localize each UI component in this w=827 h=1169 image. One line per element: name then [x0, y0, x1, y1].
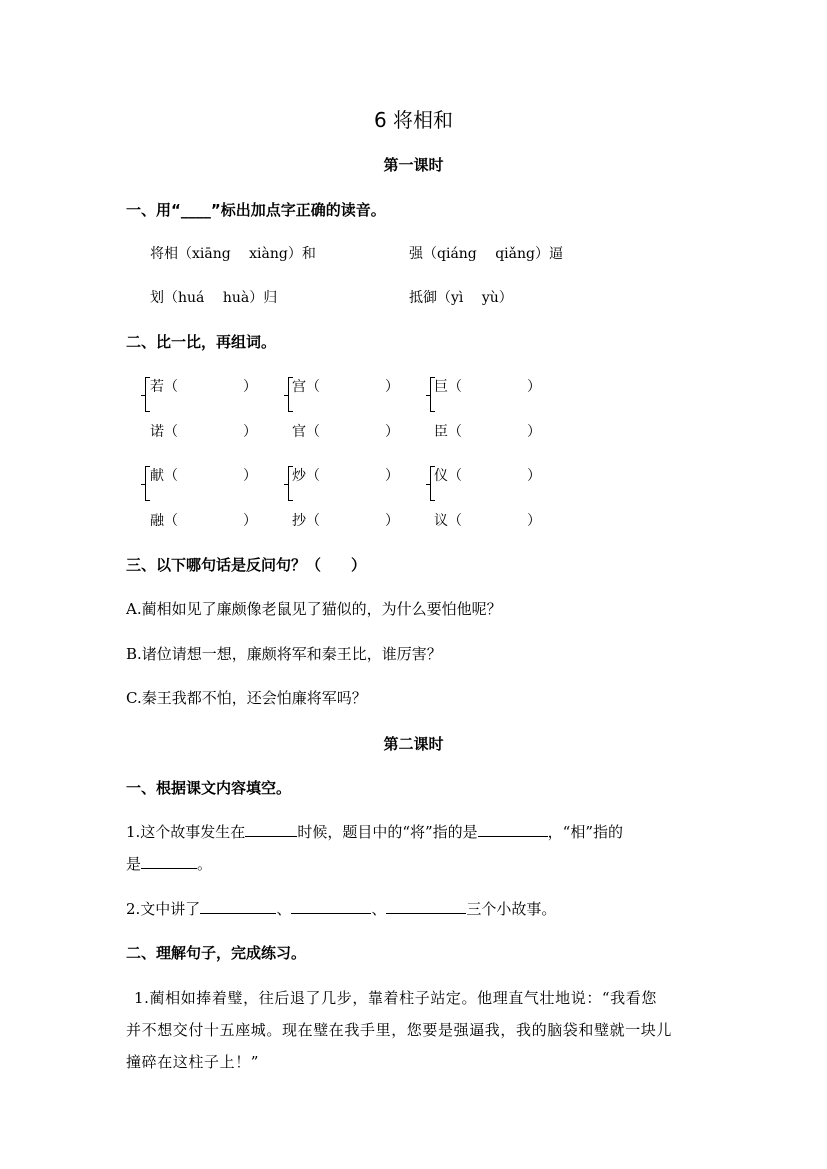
answer-blank[interactable] — [386, 899, 466, 914]
answer-blank[interactable] — [141, 854, 197, 869]
answer-blank[interactable] — [200, 899, 276, 914]
compare-close: ） — [243, 379, 257, 395]
compare-word-top: 炒（ — [292, 468, 320, 484]
answer-blank[interactable] — [291, 899, 371, 914]
text: 是 — [126, 855, 142, 873]
compare-word-bottom: 臣（ — [434, 424, 462, 440]
compare-close: ） — [527, 513, 541, 529]
text: 、 — [371, 900, 387, 918]
page-title: 6 将相和 — [373, 108, 454, 132]
compare-close: ） — [385, 468, 399, 484]
compare-word-bottom: 融（ — [150, 513, 178, 529]
fill-sentence-2 — [126, 898, 556, 919]
lesson1-q1-title: 一、用“____”标出加点字正确的读音。 — [126, 201, 386, 219]
option-b: B.诸位请想一想，廉颇将军和秦王比，谁厉害？ — [126, 645, 442, 663]
compare-close: ） — [243, 468, 257, 484]
fill-sentence-1 — [126, 821, 623, 842]
compare-close: ） — [385, 513, 399, 529]
lesson1-q2-title: 二、比一比，再组词。 — [126, 333, 277, 351]
lesson2-heading: 第二课时 — [383, 735, 444, 753]
compare-close: ） — [527, 424, 541, 440]
answer-blank[interactable] — [245, 822, 297, 837]
text: 三个小故事。 — [466, 900, 557, 918]
passage-line: 撞碎在这柱子上！” — [126, 1053, 260, 1071]
passage-line: 并不想交付十五座城。现在璧在我手里，您要是强逼我，我的脑袋和璧就一块儿 — [126, 1021, 673, 1039]
compare-close: ） — [527, 468, 541, 484]
compare-word-bottom: 议（ — [434, 513, 462, 529]
compare-word-top: 献（ — [150, 468, 178, 484]
compare-word-bottom: 抄（ — [292, 513, 320, 529]
text: 。 — [197, 855, 213, 873]
compare-close: ） — [385, 379, 399, 395]
passage-line: 1.蔺相如捧着璧，往后退了几步，靠着柱子站定。他理直气壮地说：“我看您 — [134, 989, 657, 1007]
compare-word-top: 若（ — [150, 379, 178, 395]
compare-word-bottom: 诺（ — [150, 424, 178, 440]
compare-close: ） — [243, 424, 257, 440]
option-a: A.蔺相如见了廉颇像老鼠见了猫似的，为什么要怕他呢？ — [126, 600, 502, 618]
text: ，“相”指的 — [547, 823, 623, 841]
answer-blank[interactable] — [478, 822, 548, 837]
compare-word-top: 宫（ — [292, 379, 320, 395]
lesson1-q3-title: 三、以下哪句话是反问句？（ ） — [126, 556, 367, 574]
lesson2-q1-title: 一、根据课文内容填空。 — [126, 779, 292, 797]
pinyin-item: 划（huá huà）归 — [150, 290, 278, 306]
fill-sentence-1-cont — [126, 853, 212, 874]
text: 1.这个故事发生在 — [126, 823, 246, 841]
compare-close: ） — [527, 379, 541, 395]
pinyin-item: 强（qiáng qiǎng）逼 — [409, 246, 563, 262]
compare-close: ） — [243, 513, 257, 529]
compare-close: ） — [385, 424, 399, 440]
compare-word-top: 仪（ — [434, 468, 462, 484]
lesson1-heading: 第一课时 — [383, 156, 444, 174]
compare-word-bottom: 官（ — [292, 424, 320, 440]
compare-word-top: 巨（ — [434, 379, 462, 395]
pinyin-item: 将相（xiāng xiàng）和 — [150, 246, 316, 262]
lesson2-q2-title: 二、理解句子，完成练习。 — [126, 944, 307, 962]
pinyin-item: 抵御（yì yù） — [409, 290, 513, 306]
option-c: C.秦王我都不怕，还会怕廉将军吗？ — [126, 689, 367, 707]
text: 2.文中讲了 — [126, 900, 201, 918]
text: 时候，题目中的“将”指的是 — [297, 823, 478, 841]
text: 、 — [276, 900, 292, 918]
